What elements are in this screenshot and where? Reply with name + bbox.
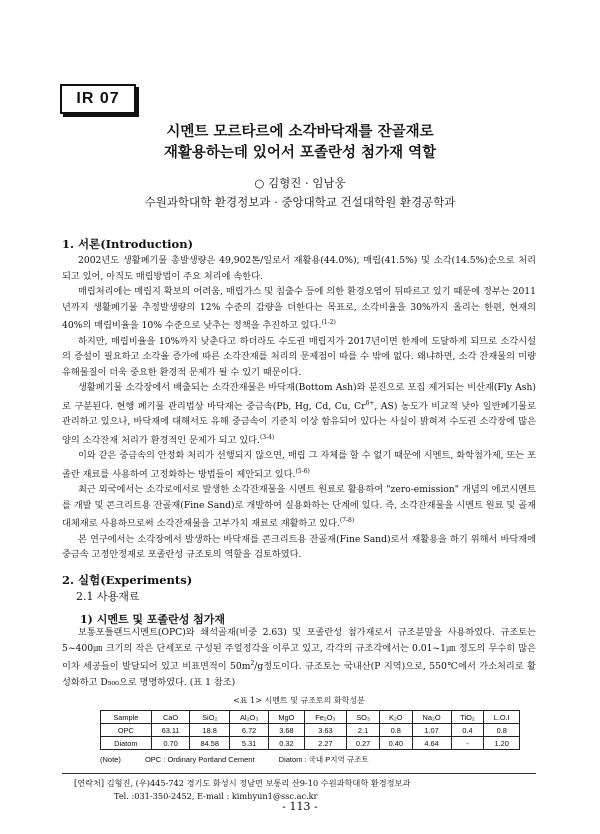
paragraph: 이와 같은 중금속의 안정화 처리가 선행되지 않으면, 매립 그 자체를 할 수 없기 때문에 시멘트, 화학첨가제, 또는 포졸란 재료를 사용하여 고정화하는 방법들이 제안되고 있다.$^{(5-6)}$ — [62, 450, 536, 480]
column-header: Sample — [101, 711, 152, 724]
table-cell: 2.1 — [347, 724, 380, 737]
introduction-body — [62, 253, 536, 563]
column-header: Al₂O₃ — [230, 711, 269, 724]
citation: (1-2) — [321, 319, 336, 326]
table-row — [101, 724, 520, 737]
section-heading-experiments: 2. 실험(Experiments) — [62, 573, 193, 587]
column-header: Fe₂O₃ — [304, 711, 347, 724]
table-cell: 0.4 — [451, 724, 484, 737]
paper-id-badge: IR 07 — [60, 84, 136, 114]
table-cell: 0.8 — [484, 724, 520, 737]
column-header: SO₃ — [347, 711, 380, 724]
table-cell: 3.63 — [304, 724, 347, 737]
paragraph: 하지만, 매립비율을 10%까지 낮춘다고 하더라도 수도권 매립지가 2017년이면 한계에 도달하게 되므로 소각시설의 증설이 필요하고 소각율 증가에 따른 소각잔재를 처리의 문제점이 따를 수 밖에 없다. 왜냐하면, 소각 잔재물의 미량 유해물질이 더욱 중요한 환경적 문제가 될 수 있기 때문이다. — [62, 335, 536, 378]
paper-title-line2: 재활용하는데 있어서 포졸란성 첨가재 역할 — [163, 144, 437, 161]
table-row — [101, 737, 520, 750]
citation: (7-8) — [339, 517, 355, 525]
table-cell: 1.20 — [484, 737, 520, 750]
column-header: L.O.I — [484, 711, 520, 724]
footer-divider — [62, 773, 536, 774]
paragraph: 생활폐기물 소각장에서 배출되는 소각잔재물은 바닥재(Bottom Ash)와 분진으로 포집 제거되는 비산재(Fly Ash)로 구분된다. 현행 폐기물 관리법상 바닥재는 중금속(Pb, Hg, Cd, Cu, $Cr^{6+}$, AS) 농도가 비교적 낮아 일반폐기물로 관리하고 있으나, 바닥재에 대해서도 유해 중금속이 기준치 이상 함유되어 있다는 사실이 밝혀져 수도권 소각장에 많은 양의 소각잔재 처리가 환경적인 문제가 되고 있다.$^{(3-4)}$ — [62, 382, 536, 446]
table-cell: 0.70 — [151, 737, 190, 750]
table-cell: 6.72 — [230, 724, 269, 737]
table-cell: 18.8 — [190, 724, 230, 737]
table-cell: OPC — [101, 724, 152, 737]
column-header: TiO₂ — [451, 711, 484, 724]
citation: (5-6) — [295, 467, 310, 475]
table-cell: 84.58 — [190, 737, 230, 750]
section-heading-introduction: 1. 서론(Introduction) — [62, 237, 194, 251]
note-diatom: Diatom : 국내 P지역 규조토 — [278, 755, 369, 764]
column-header: CaO — [151, 711, 190, 724]
table-cell: - — [451, 737, 484, 750]
experiments-body — [62, 625, 536, 690]
page-number: - 113 - — [282, 800, 318, 813]
authors: ○ 김형진 · 임남웅 — [254, 176, 346, 190]
table-cell: 2.27 — [304, 737, 347, 750]
subsubsection-heading-cement: 1) 시멘트 및 포졸란성 첨가재 — [80, 613, 226, 626]
affiliation: 수원과학대학 환경정보과 · 중앙대학교 건설대학원 환경공학과 — [144, 195, 456, 209]
chemical-composition-table — [100, 710, 520, 750]
table-header-row — [101, 711, 520, 724]
table-cell: 0.40 — [379, 737, 412, 750]
contact-tel-email: Tel. :031-350-2452, E-mail : kimhyun1@ssc.ac.kr — [114, 791, 318, 801]
table-cell: 5.31 — [230, 737, 269, 750]
column-header: SiO₂ — [190, 711, 230, 724]
table-cell: 63.11 — [151, 724, 190, 737]
paragraph: 매립처리에는 매립지 확보의 어려움, 매립가스 및 침출수 등에 의한 환경오염이 뒤따르고 있기 때문에 정부는 2011년까지 생활폐기물 추정발생량의 12% 수준의 감량을 더한다는 목표로, 소각비율을 30%까지 올리는 한편, 현재의 40%의 매립비율을 10% 수준으로 낮추는 정책을 추진하고 있다.$^{(1-2)}$ — [62, 286, 536, 332]
paragraph: 보통포틀랜드시멘트(OPC)와 쇄석골재(비중 2.63) 및 포졸란성 첨가재로서 규조분말을 사용하였다. 규조토는 5~400㎛ 크기의 작은 단세포로 구성된 주얼정각을 이루고 있고, 각각의 규조각에서는 0.01~1㎛ 정도의 무수히 많은 이차 세공들이 발달되어 있고 비표면적이 $50m^2/g$정도이다. 규조토는 국내산(P 지역)으로, 550℃에서 가소처리로 활성화하고 D₅₀₀으로 명명하였다. (표 1 참조) — [62, 627, 536, 688]
table-cell: Diatom — [101, 737, 152, 750]
table-cell: 1.07 — [412, 724, 451, 737]
table-cell: 0.32 — [269, 737, 304, 750]
column-header: Na₂O — [412, 711, 451, 724]
note-opc: OPC : Ordinary Portland Cement — [144, 755, 255, 764]
column-header: K₂O — [379, 711, 412, 724]
subsection-heading-materials: 2.1 사용재료 — [76, 590, 140, 603]
contact-address: [연락처] 김형진, (우)445-742 경기도 화성시 정남면 보통리 산9-10 수원과학대학 환경정보과 — [74, 778, 411, 788]
table-caption: <표 1> 시멘트 및 규조토의 화학성분 — [233, 696, 365, 705]
note-label: (Note) — [100, 755, 121, 764]
table-note — [100, 754, 391, 765]
paragraph: 최근 외국에서는 소각로에서로 발생한 소각잔재물을 시멘트 원료로 활용하여 "zero-emission" 개념의 에코시멘트를 개발 및 콘크리트용 잔골재(Fine Sand)로 개발하여 실용화하는 단계에 있다. 즉, 소각잔재물을 시멘트 원료 및 골재대체재로 사용하므로써 소각잔재물을 고부가치 재료로 재활하고 있다.$^{(7-8)}$ — [62, 484, 536, 530]
paper-title-line1: 시멘트 모르타르에 소각바닥재를 잔골재로 — [166, 123, 434, 140]
paragraph: 본 연구에서는 소각장에서 발생하는 바닥재를 콘크리트용 잔골재(Fine Sand)로서 재활용을 하기 위해서 바닥재에 중금속 고정안정재로 포졸란성 규조토의 역할을 검토하였다. — [62, 533, 536, 561]
table-cell: 0.8 — [379, 724, 412, 737]
citation: (3-4) — [259, 433, 275, 441]
table-cell: 3.68 — [269, 724, 304, 737]
paragraph: 2002년도 생활폐기물 총발생량은 49,902톤/일로서 재활용(44.0%), 매립(41.5%) 및 소각(14.5%)순으로 처리되고 있어, 아직도 매립방법이 주요 처리에 속한다. — [62, 255, 536, 282]
table-cell: 0.27 — [347, 737, 380, 750]
table-cell: 4.64 — [412, 737, 451, 750]
column-header: MgO — [269, 711, 304, 724]
